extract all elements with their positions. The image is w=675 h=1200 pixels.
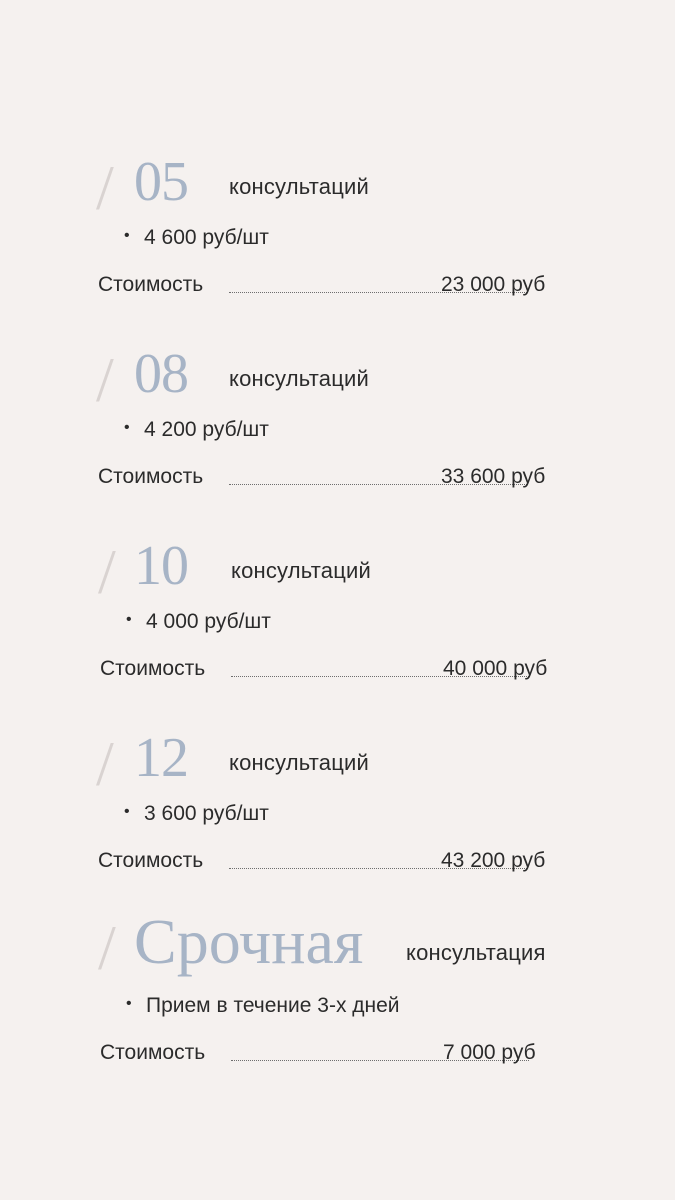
package-unit: консультаций [231,558,371,583]
slash-divider: / [98,536,116,607]
package-number: 05 [134,151,188,213]
bullet-icon: • [126,611,132,629]
package-unit: консультаций [229,366,369,391]
bullet-icon: • [126,995,132,1013]
slash-divider: / [96,344,114,415]
cost-label: Стоимость [98,465,204,488]
cost-value: 33 600 руб [441,465,546,488]
package-number: 10 [134,535,188,597]
bullet-icon: • [124,419,130,437]
price-per-unit [124,802,269,826]
price-per-unit [124,418,269,442]
cost-label: Стоимость [98,273,204,296]
cost-row [98,273,568,303]
bullet-icon: • [124,803,130,821]
price-per-unit [126,994,400,1018]
package-number: 08 [134,343,188,405]
cost-value: 23 000 руб [441,273,546,296]
cost-row [100,657,570,687]
price-per-unit [124,226,269,250]
cost-value: 7 000 руб [443,1041,536,1064]
slash-divider: / [96,152,114,223]
cost-label: Стоимость [100,1041,206,1064]
cost-label: Стоимость [100,657,206,680]
package-number: 12 [134,727,188,789]
package-number: Срочная [134,906,364,977]
cost-row [98,849,568,879]
price-per-unit-text: Прием в течение 3-х дней [146,994,400,1017]
slash-divider: / [96,728,114,799]
price-per-unit [126,610,271,634]
cost-value: 43 200 руб [441,849,546,872]
price-per-unit-text: 4 200 руб/шт [144,418,269,441]
price-per-unit-text: 4 000 руб/шт [146,610,271,633]
package-unit: консультация [406,940,546,965]
cost-label: Стоимость [98,849,204,872]
package-unit: консультаций [229,174,369,199]
package-unit: консультаций [229,750,369,775]
price-per-unit-text: 4 600 руб/шт [144,226,269,249]
cost-value: 40 000 руб [443,657,548,680]
cost-row [98,465,568,495]
bullet-icon: • [124,227,130,245]
cost-row [100,1041,570,1071]
slash-divider: / [98,912,116,983]
price-per-unit-text: 3 600 руб/шт [144,802,269,825]
